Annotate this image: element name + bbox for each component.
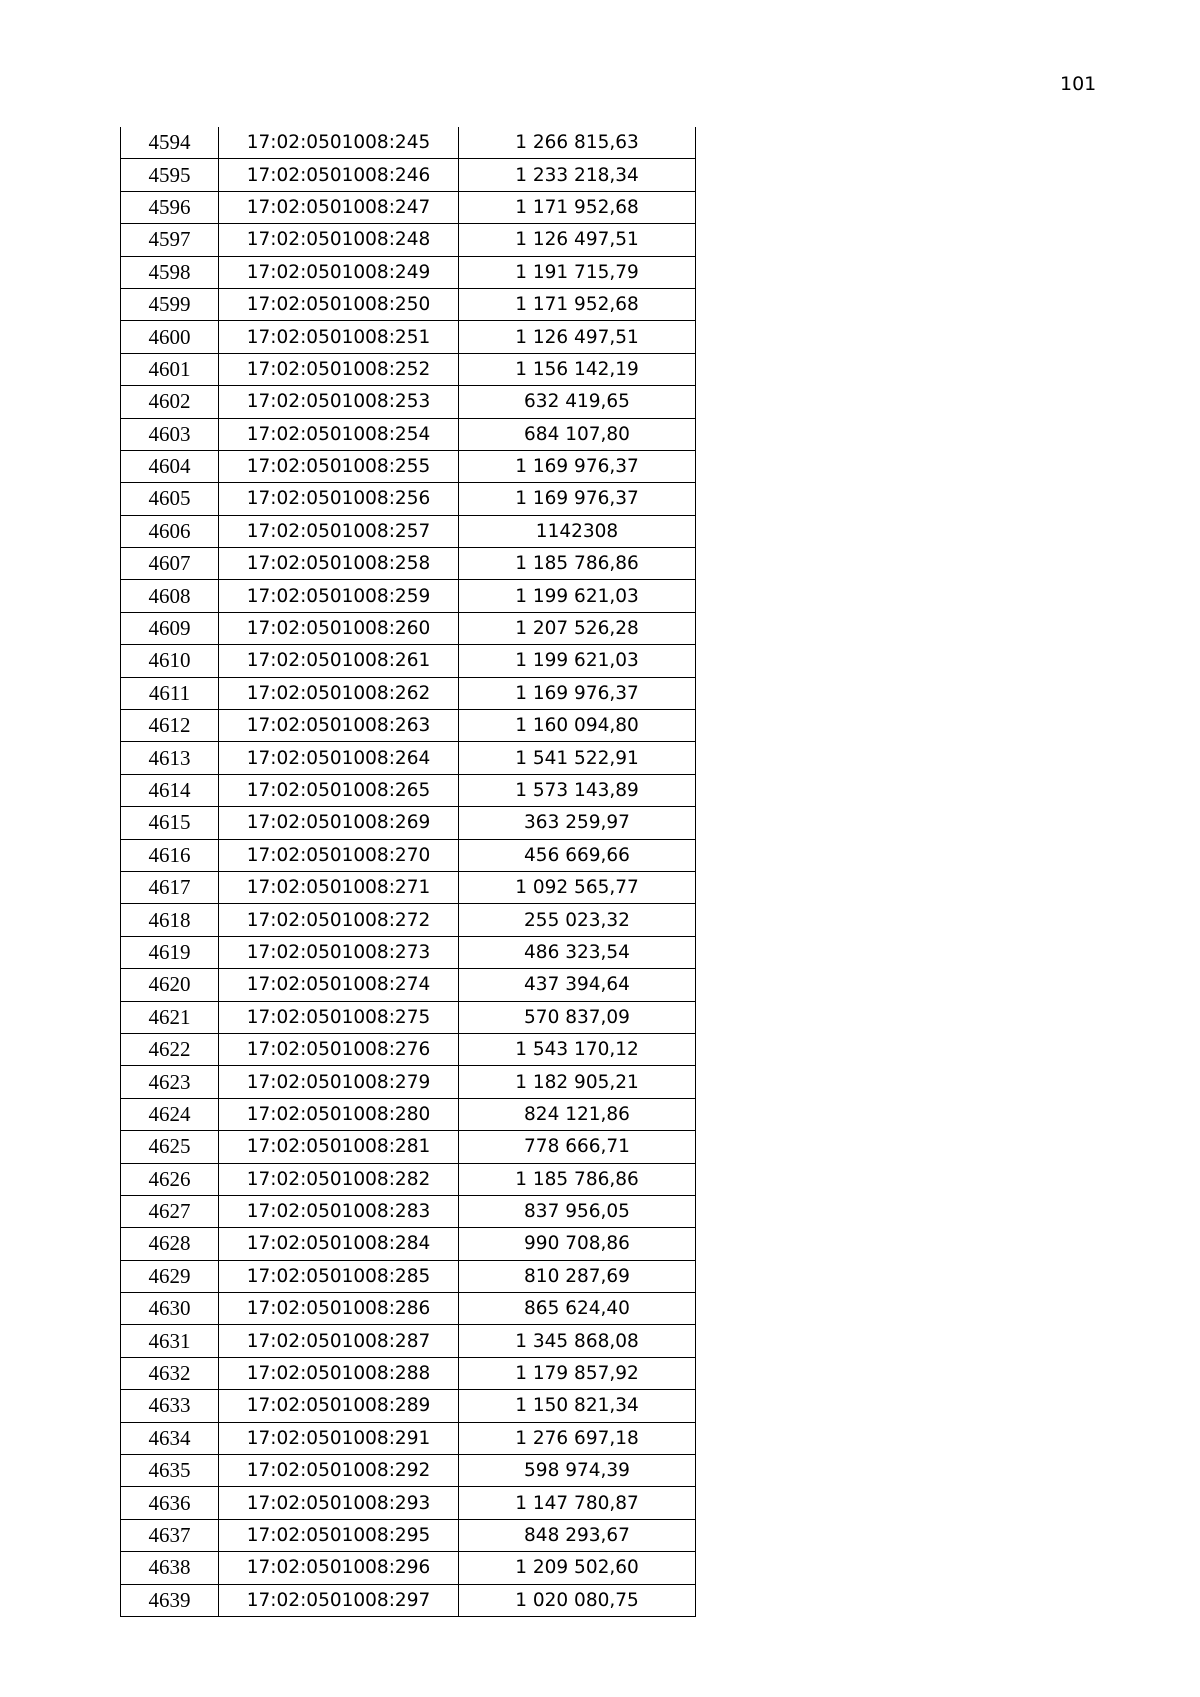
cadastral-number-cell: 17:02:0501008:263 <box>219 710 459 742</box>
table-row <box>121 1584 696 1616</box>
row-number-cell: 4615 <box>121 807 219 839</box>
table-row <box>121 645 696 677</box>
cadastral-value-cell: 1 199 621,03 <box>459 645 696 677</box>
cadastral-value-cell: 1 185 786,86 <box>459 548 696 580</box>
row-number-cell: 4608 <box>121 580 219 612</box>
cadastral-number-cell: 17:02:0501008:283 <box>219 1195 459 1227</box>
cadastral-value-cell: 1 233 218,34 <box>459 159 696 191</box>
table-row <box>121 515 696 547</box>
cadastral-number-cell: 17:02:0501008:285 <box>219 1260 459 1292</box>
table-row <box>121 1293 696 1325</box>
cadastral-number-cell: 17:02:0501008:265 <box>219 774 459 806</box>
cadastral-value-cell: 437 394,64 <box>459 969 696 1001</box>
table-row <box>121 1487 696 1519</box>
cadastral-number-cell: 17:02:0501008:246 <box>219 159 459 191</box>
table-row <box>121 904 696 936</box>
row-number-cell: 4616 <box>121 839 219 871</box>
table-row <box>121 1195 696 1227</box>
cadastral-value-cell: 598 974,39 <box>459 1455 696 1487</box>
table-row <box>121 483 696 515</box>
cadastral-value-cell: 363 259,97 <box>459 807 696 839</box>
cadastral-number-cell: 17:02:0501008:273 <box>219 936 459 968</box>
row-number-cell: 4633 <box>121 1390 219 1422</box>
table-row <box>121 774 696 806</box>
cadastral-number-cell: 17:02:0501008:255 <box>219 450 459 482</box>
table-row <box>121 191 696 223</box>
row-number-cell: 4620 <box>121 969 219 1001</box>
cadastral-number-cell: 17:02:0501008:269 <box>219 807 459 839</box>
table-row <box>121 807 696 839</box>
cadastral-value-cell: 1 126 497,51 <box>459 224 696 256</box>
cadastral-value-cell: 837 956,05 <box>459 1195 696 1227</box>
row-number-cell: 4602 <box>121 386 219 418</box>
cadastral-value-cell: 1 266 815,63 <box>459 127 696 159</box>
row-number-cell: 4594 <box>121 127 219 159</box>
cadastral-number-cell: 17:02:0501008:262 <box>219 677 459 709</box>
cadastral-number-cell: 17:02:0501008:256 <box>219 483 459 515</box>
row-number-cell: 4630 <box>121 1293 219 1325</box>
cadastral-value-cell: 1 169 976,37 <box>459 677 696 709</box>
row-number-cell: 4612 <box>121 710 219 742</box>
table-row <box>121 418 696 450</box>
table-row <box>121 969 696 1001</box>
cadastral-number-cell: 17:02:0501008:257 <box>219 515 459 547</box>
table-row <box>121 612 696 644</box>
cadastral-number-cell: 17:02:0501008:280 <box>219 1098 459 1130</box>
cadastral-number-cell: 17:02:0501008:251 <box>219 321 459 353</box>
cadastral-value-cell: 1 169 976,37 <box>459 450 696 482</box>
cadastral-number-cell: 17:02:0501008:297 <box>219 1584 459 1616</box>
cadastral-value-table <box>120 127 696 1617</box>
row-number-cell: 4631 <box>121 1325 219 1357</box>
row-number-cell: 4611 <box>121 677 219 709</box>
row-number-cell: 4596 <box>121 191 219 223</box>
cadastral-number-cell: 17:02:0501008:248 <box>219 224 459 256</box>
table-row <box>121 1519 696 1551</box>
table-row <box>121 450 696 482</box>
row-number-cell: 4622 <box>121 1033 219 1065</box>
cadastral-number-cell: 17:02:0501008:260 <box>219 612 459 644</box>
row-number-cell: 4627 <box>121 1195 219 1227</box>
cadastral-value-cell: 1142308 <box>459 515 696 547</box>
table-row <box>121 677 696 709</box>
table-row <box>121 1390 696 1422</box>
cadastral-value-cell: 810 287,69 <box>459 1260 696 1292</box>
cadastral-value-cell: 1 156 142,19 <box>459 353 696 385</box>
cadastral-number-cell: 17:02:0501008:247 <box>219 191 459 223</box>
cadastral-number-cell: 17:02:0501008:291 <box>219 1422 459 1454</box>
row-number-cell: 4606 <box>121 515 219 547</box>
cadastral-value-cell: 1 147 780,87 <box>459 1487 696 1519</box>
table-row <box>121 710 696 742</box>
cadastral-number-cell: 17:02:0501008:253 <box>219 386 459 418</box>
cadastral-number-cell: 17:02:0501008:259 <box>219 580 459 612</box>
table-row <box>121 127 696 159</box>
cadastral-value-cell: 1 199 621,03 <box>459 580 696 612</box>
cadastral-number-cell: 17:02:0501008:287 <box>219 1325 459 1357</box>
row-number-cell: 4636 <box>121 1487 219 1519</box>
cadastral-value-cell: 1 207 526,28 <box>459 612 696 644</box>
cadastral-value-cell: 1 541 522,91 <box>459 742 696 774</box>
cadastral-number-cell: 17:02:0501008:276 <box>219 1033 459 1065</box>
table-row <box>121 839 696 871</box>
cadastral-value-cell: 824 121,86 <box>459 1098 696 1130</box>
row-number-cell: 4604 <box>121 450 219 482</box>
cadastral-value-cell: 1 092 565,77 <box>459 871 696 903</box>
cadastral-value-cell: 1 150 821,34 <box>459 1390 696 1422</box>
table-row <box>121 936 696 968</box>
row-number-cell: 4599 <box>121 288 219 320</box>
row-number-cell: 4639 <box>121 1584 219 1616</box>
row-number-cell: 4601 <box>121 353 219 385</box>
table-body <box>121 127 696 1616</box>
table-row <box>121 1552 696 1584</box>
cadastral-number-cell: 17:02:0501008:250 <box>219 288 459 320</box>
table-row <box>121 1001 696 1033</box>
row-number-cell: 4609 <box>121 612 219 644</box>
cadastral-number-cell: 17:02:0501008:286 <box>219 1293 459 1325</box>
cadastral-value-cell: 1 276 697,18 <box>459 1422 696 1454</box>
cadastral-number-cell: 17:02:0501008:270 <box>219 839 459 871</box>
cadastral-number-cell: 17:02:0501008:245 <box>219 127 459 159</box>
cadastral-number-cell: 17:02:0501008:293 <box>219 1487 459 1519</box>
table-row <box>121 386 696 418</box>
cadastral-number-cell: 17:02:0501008:274 <box>219 969 459 1001</box>
cadastral-number-cell: 17:02:0501008:254 <box>219 418 459 450</box>
table-row <box>121 1455 696 1487</box>
cadastral-value-cell: 1 171 952,68 <box>459 191 696 223</box>
table-row <box>121 548 696 580</box>
row-number-cell: 4634 <box>121 1422 219 1454</box>
page-number: 101 <box>1060 73 1097 95</box>
table-row <box>121 224 696 256</box>
cadastral-value-cell: 990 708,86 <box>459 1228 696 1260</box>
table-row <box>121 1066 696 1098</box>
cadastral-value-cell: 848 293,67 <box>459 1519 696 1551</box>
row-number-cell: 4621 <box>121 1001 219 1033</box>
cadastral-number-cell: 17:02:0501008:264 <box>219 742 459 774</box>
cadastral-value-cell: 570 837,09 <box>459 1001 696 1033</box>
row-number-cell: 4613 <box>121 742 219 774</box>
cadastral-value-cell: 632 419,65 <box>459 386 696 418</box>
cadastral-number-cell: 17:02:0501008:261 <box>219 645 459 677</box>
cadastral-value-cell: 1 209 502,60 <box>459 1552 696 1584</box>
row-number-cell: 4624 <box>121 1098 219 1130</box>
row-number-cell: 4623 <box>121 1066 219 1098</box>
row-number-cell: 4632 <box>121 1357 219 1389</box>
row-number-cell: 4618 <box>121 904 219 936</box>
cadastral-value-cell: 1 185 786,86 <box>459 1163 696 1195</box>
cadastral-value-cell: 1 126 497,51 <box>459 321 696 353</box>
table-row <box>121 1163 696 1195</box>
cadastral-number-cell: 17:02:0501008:271 <box>219 871 459 903</box>
row-number-cell: 4617 <box>121 871 219 903</box>
cadastral-number-cell: 17:02:0501008:282 <box>219 1163 459 1195</box>
cadastral-value-cell: 778 666,71 <box>459 1131 696 1163</box>
cadastral-number-cell: 17:02:0501008:288 <box>219 1357 459 1389</box>
cadastral-number-cell: 17:02:0501008:272 <box>219 904 459 936</box>
cadastral-value-cell: 1 182 905,21 <box>459 1066 696 1098</box>
row-number-cell: 4625 <box>121 1131 219 1163</box>
table-row <box>121 321 696 353</box>
cadastral-value-cell: 1 543 170,12 <box>459 1033 696 1065</box>
table-row <box>121 353 696 385</box>
cadastral-value-cell: 1 345 868,08 <box>459 1325 696 1357</box>
row-number-cell: 4638 <box>121 1552 219 1584</box>
cadastral-value-cell: 1 160 094,80 <box>459 710 696 742</box>
row-number-cell: 4637 <box>121 1519 219 1551</box>
table-row <box>121 1325 696 1357</box>
cadastral-number-cell: 17:02:0501008:279 <box>219 1066 459 1098</box>
row-number-cell: 4603 <box>121 418 219 450</box>
cadastral-value-cell: 684 107,80 <box>459 418 696 450</box>
row-number-cell: 4635 <box>121 1455 219 1487</box>
cadastral-number-cell: 17:02:0501008:252 <box>219 353 459 385</box>
table-row <box>121 871 696 903</box>
cadastral-value-cell: 865 624,40 <box>459 1293 696 1325</box>
table-row <box>121 1131 696 1163</box>
cadastral-value-cell: 1 171 952,68 <box>459 288 696 320</box>
row-number-cell: 4629 <box>121 1260 219 1292</box>
row-number-cell: 4600 <box>121 321 219 353</box>
table-row <box>121 1260 696 1292</box>
cadastral-value-cell: 456 669,66 <box>459 839 696 871</box>
row-number-cell: 4626 <box>121 1163 219 1195</box>
table-row <box>121 1422 696 1454</box>
table-row <box>121 580 696 612</box>
row-number-cell: 4619 <box>121 936 219 968</box>
table-row <box>121 256 696 288</box>
cadastral-number-cell: 17:02:0501008:281 <box>219 1131 459 1163</box>
table-row <box>121 1228 696 1260</box>
cadastral-value-cell: 486 323,54 <box>459 936 696 968</box>
row-number-cell: 4628 <box>121 1228 219 1260</box>
row-number-cell: 4598 <box>121 256 219 288</box>
table-row <box>121 742 696 774</box>
cadastral-number-cell: 17:02:0501008:296 <box>219 1552 459 1584</box>
table-row <box>121 288 696 320</box>
row-number-cell: 4597 <box>121 224 219 256</box>
cadastral-number-cell: 17:02:0501008:284 <box>219 1228 459 1260</box>
cadastral-number-cell: 17:02:0501008:289 <box>219 1390 459 1422</box>
cadastral-number-cell: 17:02:0501008:275 <box>219 1001 459 1033</box>
cadastral-number-cell: 17:02:0501008:258 <box>219 548 459 580</box>
cadastral-value-cell: 1 573 143,89 <box>459 774 696 806</box>
table-row <box>121 1098 696 1130</box>
cadastral-number-cell: 17:02:0501008:292 <box>219 1455 459 1487</box>
row-number-cell: 4607 <box>121 548 219 580</box>
row-number-cell: 4605 <box>121 483 219 515</box>
cadastral-value-cell: 1 020 080,75 <box>459 1584 696 1616</box>
cadastral-number-cell: 17:02:0501008:249 <box>219 256 459 288</box>
cadastral-number-cell: 17:02:0501008:295 <box>219 1519 459 1551</box>
row-number-cell: 4614 <box>121 774 219 806</box>
row-number-cell: 4595 <box>121 159 219 191</box>
table-row <box>121 1357 696 1389</box>
row-number-cell: 4610 <box>121 645 219 677</box>
table-row <box>121 1033 696 1065</box>
cadastral-value-cell: 1 191 715,79 <box>459 256 696 288</box>
cadastral-value-cell: 1 169 976,37 <box>459 483 696 515</box>
cadastral-value-cell: 255 023,32 <box>459 904 696 936</box>
table-row <box>121 159 696 191</box>
cadastral-value-cell: 1 179 857,92 <box>459 1357 696 1389</box>
